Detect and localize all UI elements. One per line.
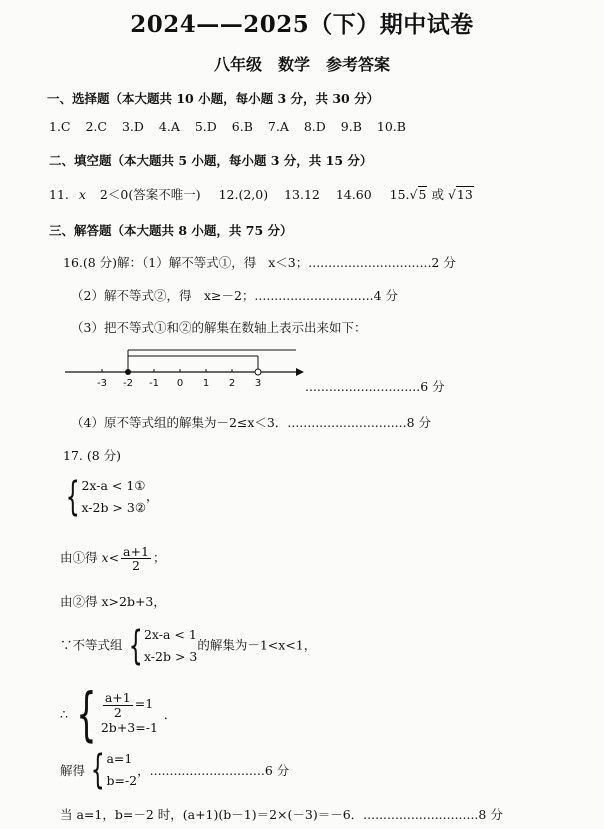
axis-arrow-icon xyxy=(296,368,304,376)
q14-answer: 14.60 xyxy=(335,187,372,202)
q16-line2: （2）解不等式②，得 x≥－2；..............................4 分 xyxy=(71,288,399,303)
q17-header: 17. (8 分) xyxy=(63,448,122,463)
q15-prefix: 15. xyxy=(389,187,410,202)
q11-rest: 2＜0(答案不唯一) xyxy=(99,187,201,202)
q17-solve: 解得 { a=1 b=-2，.............................6 分 xyxy=(60,747,290,793)
q11-prefix: 11. xyxy=(49,187,69,202)
tick-label: -3 xyxy=(97,378,107,389)
open-dot-icon xyxy=(255,369,261,375)
tick-label: -1 xyxy=(149,378,159,389)
section1-heading: 一、选择题（本大题共 10 小题，每小题 3 分，共 30 分） xyxy=(47,91,380,106)
q16-line3: （3）把不等式①和②的解集在数轴上表示出来如下： xyxy=(71,320,367,335)
answer-3: 3.D xyxy=(121,119,144,134)
q16-line1: 16.(8 分)解：（1）解不等式①，得 x＜3；...............................2 分 xyxy=(63,255,456,270)
left-brace-icon: { xyxy=(76,680,97,748)
left-brace-icon: { xyxy=(65,474,80,520)
answer-4: 4.A xyxy=(158,119,180,134)
number-line xyxy=(60,342,310,394)
section3-heading: 三、解答题（本大题共 8 小题，共 75 分） xyxy=(49,223,293,238)
left-brace-icon: { xyxy=(128,623,143,669)
tick-label: 1 xyxy=(202,378,210,389)
answer-2: 2.C xyxy=(85,119,107,134)
section2-answers xyxy=(49,185,474,203)
sqrt-13: √13 xyxy=(447,187,473,202)
answer-8: 8.D xyxy=(303,119,326,134)
q17-step3: ∵不等式组 { 2x-a < 1 x-2b > 3的解集为－1<x<1， xyxy=(60,623,317,669)
page-title: 2024——2025（下）期中试卷 xyxy=(130,11,474,38)
closed-dot-icon xyxy=(125,369,131,375)
q16-line4: （4）原不等式组的解集为－2≤x＜3．..............................8 分 xyxy=(71,415,432,430)
answer-10: 10.B xyxy=(376,119,406,134)
q12-answer: 12.(2,0) xyxy=(218,187,269,202)
answer-6: 6.B xyxy=(231,119,253,134)
q17-final: 当 a=1，b=－2 时，(a+1)(b－1)＝2×(－3)＝－6．.............................8 分 xyxy=(60,807,503,822)
q15-or: 或 xyxy=(431,187,444,202)
answer-1: 1.C xyxy=(49,119,71,134)
q11-var: x xyxy=(78,187,86,202)
q17-system: { 2x-a < 1① x-2b > 3②， xyxy=(65,474,159,520)
tick-label: 2 xyxy=(228,378,236,389)
answer-5: 5.D xyxy=(194,119,217,134)
section2-heading: 二、填空题（本大题共 5 小题，每小题 3 分，共 15 分） xyxy=(49,153,373,168)
q17-step2: 由②得 x>2b+3， xyxy=(60,594,166,609)
q16-score3: .............................6 分 xyxy=(305,379,445,394)
section1-answers xyxy=(49,119,417,134)
left-brace-icon: { xyxy=(90,747,105,793)
answer-9: 9.B xyxy=(340,119,362,134)
page-subtitle: 八年级 数学 参考答案 xyxy=(213,55,390,74)
tick-label: 3 xyxy=(254,378,262,389)
sqrt-5: √5 xyxy=(409,187,427,202)
q17-step1: 由①得 x< $\frac{a+1}{2}$ ； xyxy=(60,544,166,574)
tick-label: -2 xyxy=(123,378,133,389)
answer-7: 7.A xyxy=(267,119,289,134)
tick-label: 0 xyxy=(176,378,184,389)
q13-answer: 13.12 xyxy=(284,187,320,202)
q17-therefore: ∴ { $\frac{a+1}{2}$ =1 2b+3=-1． xyxy=(60,680,177,748)
